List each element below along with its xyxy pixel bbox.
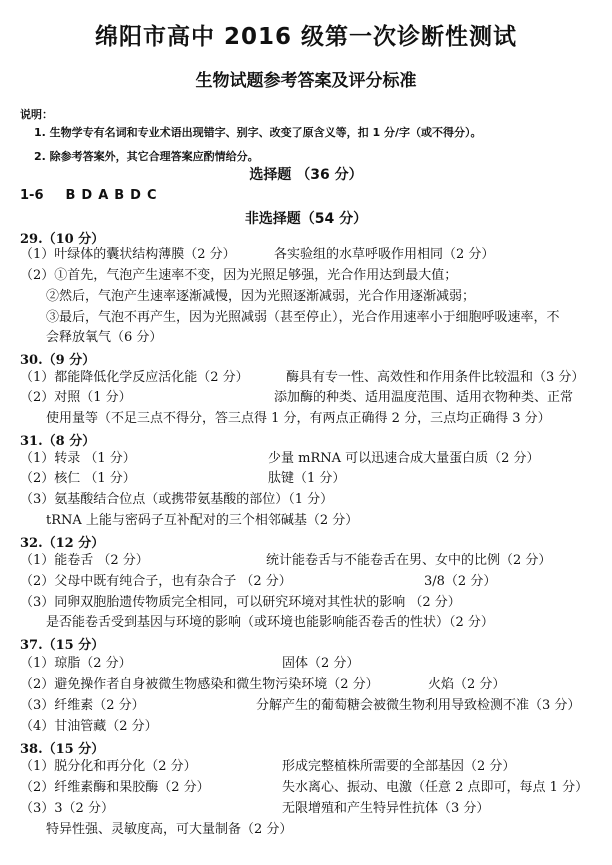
q31-line-2a: （2）核仁 （1 分） <box>20 471 136 486</box>
q38-heading: 38.（15 分） <box>20 742 105 757</box>
q38-line-1a: （1）脱分化和再分化（2 分） <box>20 759 197 774</box>
q38-line-2b: 失水离心、振动、电激（任意 2 点即可，每点 1 分） <box>282 780 589 795</box>
choice-answers: BDABDC <box>65 188 163 203</box>
q38-line-3a: （3）3（2 分） <box>20 801 114 816</box>
q29-heading: 29.（10 分） <box>20 232 105 247</box>
q37-line-1b: 固体（2 分） <box>282 656 360 671</box>
q37-line-1a: （1）琼脂（2 分） <box>20 656 132 671</box>
q31-line-1a: （1）转录 （1 分） <box>20 451 136 466</box>
q30-line-1b: 酶具有专一性、高效性和作用条件比较温和（3 分） <box>286 370 585 385</box>
q38-line-2a: （2）纤维素酶和果胶酶（2 分） <box>20 780 210 795</box>
q37-line-3a: （3）纤维素（2 分） <box>20 698 145 713</box>
choice-range: 1-6 <box>20 188 44 203</box>
q38-line-4: 特异性强、灵敏度高，可大量制备（2 分） <box>46 822 293 837</box>
q29-line-5: 会释放氧气（6 分） <box>46 330 163 345</box>
q29-line-3: ②然后，气泡产生速率逐渐减慢，因为光照逐渐减弱，光合作用逐渐减弱； <box>46 289 476 304</box>
q31-line-2b: 肽键（1 分） <box>268 471 346 486</box>
q29-line-4: ③最后，气泡不再产生，因为光照减弱（甚至停止），光合作用速率小于细胞呼吸速率，不 <box>46 310 560 325</box>
section-nonchoice-heading: 非选择题（54 分） <box>244 211 368 227</box>
q38-line-1b: 形成完整植株所需要的全部基因（2 分） <box>282 759 516 774</box>
q32-line-4: 是否能卷舌受到基因与环境的影响（或环境也能影响能否卷舌的性状）（2 分） <box>46 615 494 630</box>
q32-line-1a: （1）能卷舌 （2 分） <box>20 553 149 568</box>
q37-line-2a: （2）避免操作者自身被微生物感染和微生物污染环境（2 分） <box>20 677 379 692</box>
q32-line-1b: 统计能卷舌与不能卷舌在男、女中的比例（2 分） <box>266 553 552 568</box>
q32-heading: 32.（12 分） <box>20 536 105 551</box>
note-item-2: 2. 除参考答案外，其它合理答案应酌情给分。 <box>34 150 259 163</box>
q30-line-3: 使用量等（不足三点不得分，答三点得 1 分，有两点正确得 2 分，三点均正确得 3 分） <box>46 411 551 426</box>
note-item-1: 1. 生物学专有名词和专业术语出现错字、别字、改变了原含义等，扣 1 分/字（或不得分）。 <box>34 126 482 139</box>
q38-line-3b: 无限增殖和产生特异性抗体（3 分） <box>282 801 490 816</box>
q37-line-3b: 分解产生的葡萄糖会被微生物利用导致检测不准（3 分） <box>256 698 581 713</box>
q30-line-2b: 添加酶的种类、适用温度范围、适用衣物种类、正常 <box>274 390 574 405</box>
q29-line-1a: （1）叶绿体的囊状结构薄膜（2 分） <box>20 247 236 262</box>
page-title: 绵阳市高中 2016 级第一次诊断性测试 <box>94 24 518 50</box>
q31-line-4: tRNA 上能与密码子互补配对的三个相邻碱基（2 分） <box>46 513 359 528</box>
q37-heading: 37.（15 分） <box>20 638 105 653</box>
q30-line-2a: （2）对照（1 分） <box>20 390 132 405</box>
q32-line-2b: 3/8（2 分） <box>424 574 497 589</box>
q30-heading: 30.（9 分） <box>20 353 96 368</box>
q30-line-1a: （1）都能降低化学反应活化能（2 分） <box>20 370 249 385</box>
q31-heading: 31.（8 分） <box>20 434 96 449</box>
choice-answers-row <box>20 188 163 203</box>
q37-line-2b: 火焰（2 分） <box>428 677 506 692</box>
q37-line-4: （4）甘油管藏（2 分） <box>20 719 158 734</box>
q32-line-3: （3）同卵双胞胎遗传物质完全相同，可以研究环境对其性状的影响 （2 分） <box>20 595 461 610</box>
q29-line-2: （2）①首先，气泡产生速率不变，因为光照足够强，光合作用达到最大值； <box>20 268 458 283</box>
q32-line-2a: （2）父母中既有纯合子，也有杂合子 （2 分） <box>20 574 292 589</box>
q31-line-3: （3）氨基酸结合位点（或携带氨基酸的部位）（1 分） <box>20 492 334 507</box>
q29-line-1b: 各实验组的水草呼吸作用相同（2 分） <box>274 247 495 262</box>
section-choice-heading: 选择题 （36 分） <box>249 167 363 183</box>
page-subtitle: 生物试题参考答案及评分标准 <box>195 71 417 91</box>
notes-heading: 说明： <box>20 108 53 121</box>
q31-line-1b: 少量 mRNA 可以迅速合成大量蛋白质（2 分） <box>268 451 540 466</box>
